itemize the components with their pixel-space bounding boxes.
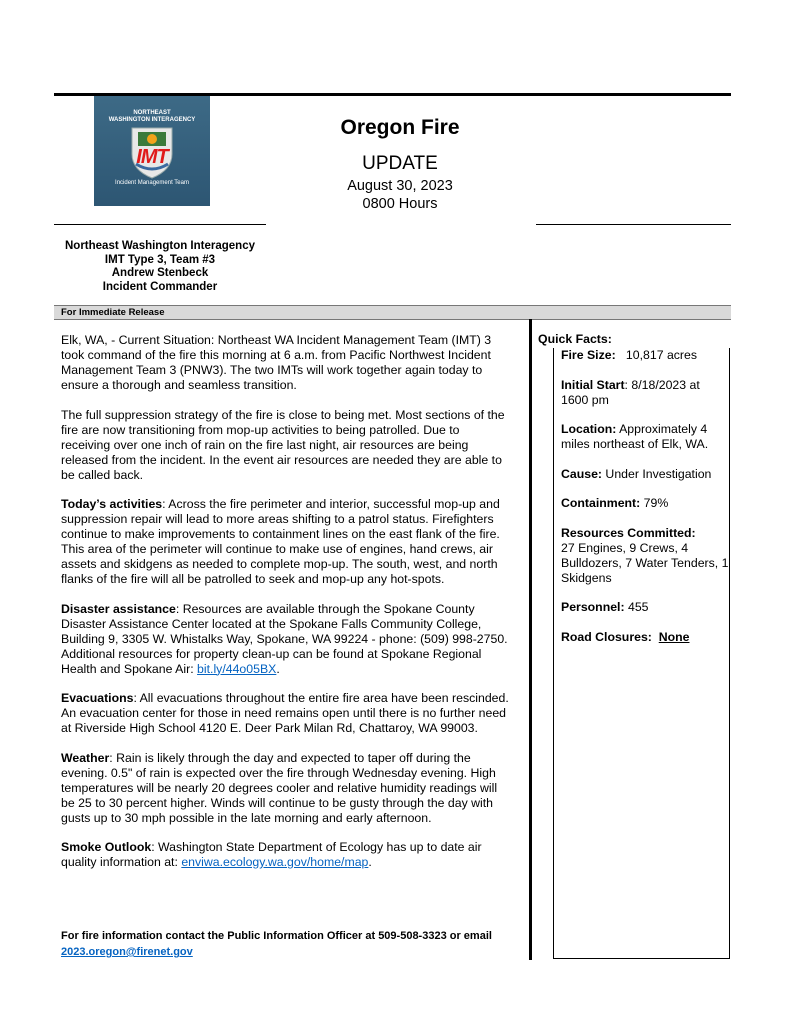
imt-logo	[94, 96, 210, 206]
activities-text: : Across the fire perimeter and interior, successful mop-up and suppression repair will lead to more areas shifting to a patrol status. Firefighters continue to make improvements to containment lines on the east flank of the fire. This area of the perimeter will continue to make use of engines, hand crews, air assets and skidgens as needed to complete mop-up. The south, west, and north flanks of the fire will all be patrolled to seek and mop-up any hot-spots.	[61, 497, 500, 586]
smoke-paragraph: Smoke Outlook: Washington State Department of Ecology has up to date air quality information at: enviwa.ecology.wa.gov/home/map.	[61, 840, 482, 869]
fact-containment	[561, 496, 729, 511]
logo-mark: IMT	[136, 146, 168, 168]
activities-paragraph	[61, 497, 509, 587]
personnel-label: Personnel:	[561, 600, 625, 614]
current-situation-paragraph: Elk, WA, - Current Situation: Northeast WA Incident Management Team (IMT) 3 took command of the fire this morning at 6 a.m. from Pacific Northwest Incident Management Team 3 (PNW3). The two IMTs will work together again today to ensure a thorough and seamless transition.	[61, 333, 492, 392]
weather-label: Weather	[61, 750, 110, 765]
disaster-text: : Resources are available through the Spokane County Disaster Assistance Center located at the Spokane Falls Community College, Building 9, 3305 W. Whistalks Way, Spokane, WA 99224 - phone: (509) 998-2750. Additional resources for property clean-up can be found at Spokane Regional Health and Spokane Air:	[61, 601, 508, 676]
logo-bottom-text: Incident Management Team	[115, 180, 189, 186]
disaster-link[interactable]: bit.ly/44o05BX	[197, 661, 277, 676]
release-bar	[54, 305, 731, 320]
resources-value: 27 Engines, 9 Crews, 4 Bulldozers, 7 Water Tenders, 1 Skidgens	[561, 540, 729, 585]
containment-value: 79%	[640, 496, 669, 510]
cause-label: Cause:	[561, 466, 603, 481]
release-label: For Immediate Release	[61, 307, 165, 318]
smoke-label: Smoke Outlook	[61, 840, 152, 854]
location-label: Location:	[561, 422, 617, 436]
contact-info	[61, 928, 511, 960]
fire-size-value: 10,817 acres	[625, 348, 698, 362]
contact-text: For fire information contact the Public Information Officer at 509-508-3323 or email	[61, 930, 492, 942]
start-value: : 8/18/2023 at 1600 pm	[561, 377, 700, 407]
page-subtitle: UPDATE	[362, 153, 438, 174]
weather-paragraph	[61, 751, 509, 826]
team-type: IMT Type 3, Team #3	[104, 253, 216, 266]
team-info	[54, 240, 266, 294]
quick-facts-content	[561, 348, 729, 659]
weather-text: : Rain is likely through the day and expected to taper off during the evening. 0.5" of rain is expected over the fire through Wednesday evening. High temperatures will be nearly 20 degrees cooler and relative humidity readings will be 25 to 30 percent higher. Winds will continue to be gusty through the day with gusts up to 30 mph possible in the late morning and early afternoon.	[61, 750, 498, 825]
fact-personnel	[561, 600, 729, 615]
commander-name: Andrew Stenbeck	[111, 267, 209, 279]
activities-label: Today’s activities	[61, 497, 163, 511]
logo-top-text: NORTHEAST	[133, 110, 171, 116]
commander-title: Incident Commander	[102, 280, 218, 293]
main-content	[61, 333, 509, 885]
page-title: Oregon Fire	[340, 116, 460, 139]
personnel-value: 455	[624, 600, 649, 614]
disaster-label: Disaster assistance	[61, 601, 176, 616]
contact-email-link[interactable]: 2023.oregon@firenet.gov	[61, 946, 193, 958]
fire-size-label: Fire Size:	[561, 348, 616, 362]
resources-label: Resources Committed:	[561, 525, 696, 540]
location-value: Approximately 4 miles northeast of Elk, WA.	[561, 422, 709, 451]
divider-right	[536, 224, 731, 225]
fact-location	[561, 422, 729, 452]
divider-left	[54, 224, 266, 225]
evacuations-label: Evacuations	[61, 691, 134, 705]
containment-label: Containment:	[561, 496, 641, 510]
fact-fire-size	[561, 348, 729, 363]
evacuations-paragraph	[61, 691, 509, 736]
evacuations-text: : All evacuations throughout the entire fire area have been rescinded. An evacuation center for those in need remains open until there is no further need at Riverside High School 4120 E. Deer Park Milan Rd, Chattaroy, WA 99003.	[61, 691, 509, 735]
suppression-paragraph: The full suppression strategy of the fire is close to being met. Most sections of the fire are now transitioning from mop-up activities to being patrolled. Due to receiving over one inch of rain on the fire last night, air resources are being released from the incident. In the event air resources are needed they are able to be called back.	[61, 407, 505, 482]
logo-top-text-2: WASHINGTON INTERAGENCY	[108, 117, 196, 123]
update-time: 0800 Hours	[362, 196, 438, 212]
fact-cause	[561, 467, 729, 482]
smoke-text: : Washington State Department of Ecology has up to date air quality information at:	[61, 840, 482, 869]
smoke-link[interactable]: enviwa.ecology.wa.gov/home/map	[181, 855, 369, 869]
disaster-paragraph: Disaster assistance: Resources are available through the Spokane County Disaster Assistance Center located at the Spokane Falls Community College, Building 9, 3305 W. Whistalks Way, Spokane, WA 99224 - phone: (509) 998-2750. Additional resources for property clean-up can be found at Spokane Regional Health and Spokane Air: bit.ly/44o05BX.	[61, 601, 508, 676]
road-label: Road Closures:	[561, 629, 652, 644]
fact-initial-start	[561, 378, 729, 408]
quick-facts-title: Quick Facts:	[538, 332, 612, 346]
fact-resources	[561, 526, 729, 586]
update-date: August 30, 2023	[347, 178, 453, 194]
fact-road-closures	[561, 630, 729, 645]
start-label: Initial Start	[561, 377, 625, 392]
column-divider	[529, 319, 532, 960]
road-value: None	[658, 629, 690, 644]
cause-value: Under Investigation	[602, 466, 712, 481]
team-name: Northeast Washington Interagency	[65, 240, 255, 252]
